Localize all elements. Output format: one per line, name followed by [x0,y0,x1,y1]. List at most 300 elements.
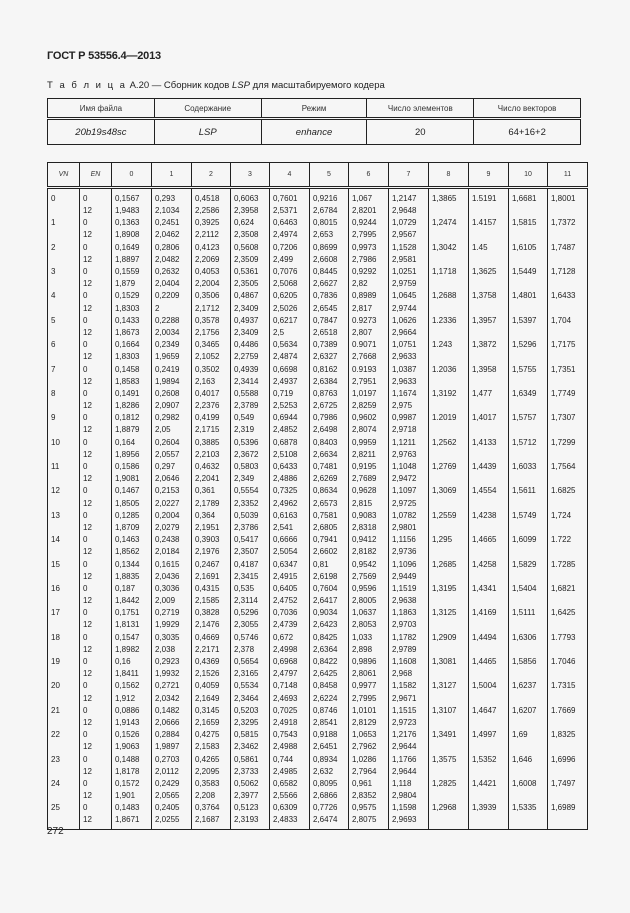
value-cell: 2,6805 [310,522,349,534]
vn-cell: 11 [48,461,80,473]
vn-cell: 15 [48,558,80,570]
value-cell: 2,0565 [152,790,192,802]
value-cell: 0,8989 [349,290,389,302]
vn-cell: 10 [48,437,80,449]
value-cell [429,619,469,631]
vn-cell [48,205,80,217]
value-cell: 2,1526 [192,668,231,680]
value-cell [548,327,588,339]
value-cell: 1,5111 [509,607,548,619]
value-cell: 1,9894 [152,376,192,388]
value-cell: 0,9188 [310,729,349,741]
value-cell: 1,7307 [548,412,588,424]
table-row [48,339,588,351]
value-cell: 1,0751 [389,339,429,351]
value-cell: 0,9575 [349,802,389,814]
value-cell [429,205,469,217]
value-cell: 2,8074 [349,424,389,436]
value-cell [429,449,469,461]
value-cell [469,376,509,388]
value-cell: 2,2759 [231,351,270,363]
value-cell: 0,8162 [310,363,349,375]
en-cell: 0 [80,534,112,546]
en-cell: 12 [80,814,112,830]
value-cell: 2,1976 [192,546,231,558]
table-row [48,217,588,229]
value-cell: 2,8129 [349,717,389,729]
value-cell: 0,5039 [231,510,270,522]
value-cell: 2,8352 [349,790,389,802]
value-cell: 2,653 [310,229,349,241]
value-cell: 1,067 [349,188,389,206]
value-cell: 0,8425 [310,632,349,644]
value-cell: 0,4518 [192,188,231,206]
value-cell: 2,3672 [231,449,270,461]
value-cell: 1,2685 [429,558,469,570]
value-cell: 1,2825 [429,778,469,790]
value-cell: 1.2036 [429,363,469,375]
value-cell: 1,7299 [548,437,588,449]
vn-cell: 13 [48,510,80,522]
value-cell: 1,1782 [389,632,429,644]
value-cell: 0,6433 [270,461,310,473]
table-row [48,546,588,558]
vn-cell [48,254,80,266]
value-cell: 0,6463 [270,217,310,229]
value-cell: 1,4169 [469,607,509,619]
value-cell: 1,4238 [469,510,509,522]
value-cell: 1,69 [509,729,548,741]
value-cell: 1,6237 [509,680,548,692]
value-cell [429,327,469,339]
value-cell: 0,2209 [152,290,192,302]
info-value-row [48,119,581,145]
value-cell: 0,16 [112,656,152,668]
value-cell: 2,499 [270,254,310,266]
value-cell [469,473,509,485]
value-cell: 2,0255 [152,814,192,830]
value-cell: 1,8131 [112,619,152,631]
document-header: ГОСТ Р 53556.4—2013 [47,50,161,62]
value-cell: 0,8015 [310,217,349,229]
en-cell: 12 [80,351,112,363]
value-cell: 2,6634 [310,449,349,461]
table-row [48,619,588,631]
value-cell: 1,6207 [509,705,548,717]
info-vectors: 64+16+2 [474,119,581,145]
value-cell: 1,5352 [469,753,509,765]
value-cell: 2,4739 [270,619,310,631]
value-cell: 2,9664 [389,327,429,339]
value-cell: 2,9581 [389,254,429,266]
value-cell [469,278,509,290]
table-row [48,485,588,497]
value-cell: 1,9659 [152,351,192,363]
value-cell: 1,5611 [509,485,548,497]
table-row [48,376,588,388]
value-cell: 0,5296 [231,607,270,619]
value-cell: 1,8879 [112,424,152,436]
value-cell: 2,9718 [389,424,429,436]
value-cell: 0,3885 [192,437,231,449]
value-cell: 2,2586 [192,205,231,217]
value-cell: 1,1718 [429,266,469,278]
header-col: 7 [389,163,429,188]
value-cell [548,254,588,266]
value-cell: 1,0626 [389,315,429,327]
value-cell: 1,6306 [509,632,548,644]
value-cell: 1,7497 [548,778,588,790]
value-cell: 2,5566 [270,790,310,802]
value-cell: 2,9801 [389,522,429,534]
value-cell: 0,364 [192,510,231,522]
value-cell: 1,0637 [349,607,389,619]
value-cell: 2,349 [231,473,270,485]
en-cell: 0 [80,315,112,327]
value-cell [469,790,509,802]
value-cell: 0,1649 [112,242,152,254]
value-cell: 0,7726 [310,802,349,814]
value-cell [548,351,588,363]
value-cell [429,424,469,436]
table-row [48,461,588,473]
value-cell: 0,744 [270,753,310,765]
value-cell: 2,1687 [192,814,231,830]
value-cell: 0,7148 [270,680,310,692]
value-cell: 0,5803 [231,461,270,473]
value-cell: 2,3114 [231,595,270,607]
table-row [48,363,588,375]
value-cell: 0,2632 [152,266,192,278]
value-cell: 2,6224 [310,693,349,705]
value-cell: 1,1863 [389,607,429,619]
value-cell: 1,0387 [389,363,429,375]
value-cell: 1,8442 [112,595,152,607]
vn-cell: 3 [48,266,80,278]
table-row [48,266,588,278]
value-cell: 1,5829 [509,558,548,570]
vn-cell [48,571,80,583]
value-cell [469,766,509,778]
value-cell [469,644,509,656]
value-cell: 0,9977 [349,680,389,692]
value-cell: 0,9412 [349,534,389,546]
value-cell: 1,9081 [112,473,152,485]
value-cell: 0,6309 [270,802,310,814]
value-cell: 2,9763 [389,449,429,461]
value-cell: 1,3491 [429,729,469,741]
en-cell: 12 [80,449,112,461]
vn-cell: 1 [48,217,80,229]
value-cell: 1,3195 [429,583,469,595]
vn-cell [48,595,80,607]
value-cell: 1,2562 [429,437,469,449]
value-cell [429,693,469,705]
en-cell: 0 [80,363,112,375]
value-cell [469,814,509,830]
table-row [48,680,588,692]
table-row [48,644,588,656]
value-cell: 1,6008 [509,778,548,790]
value-cell: 0,3035 [152,632,192,644]
value-cell: 0,3465 [192,339,231,351]
vn-cell [48,498,80,510]
value-cell: 2,9449 [389,571,429,583]
value-cell [429,303,469,315]
value-cell: 0,8934 [310,753,349,765]
value-cell [548,400,588,412]
value-cell: 2,8005 [349,595,389,607]
vn-cell [48,644,80,656]
value-cell: 0,6944 [270,412,310,424]
value-cell: 2,4693 [270,693,310,705]
value-cell [469,717,509,729]
value-cell: 1,6033 [509,461,548,473]
value-cell: 0,8634 [310,485,349,497]
en-cell: 0 [80,242,112,254]
value-cell [509,814,548,830]
value-cell: 1,879 [112,278,152,290]
vn-cell [48,741,80,753]
value-cell [469,327,509,339]
value-cell: 1,1211 [389,437,429,449]
value-cell: 2,7986 [349,254,389,266]
value-cell: 1,6433 [548,290,588,302]
value-cell [548,473,588,485]
value-cell: 0,4265 [192,753,231,765]
value-cell [548,790,588,802]
value-cell: 2,3295 [231,717,270,729]
value-cell: 0,4669 [192,632,231,644]
info-header-vectors: Число векторов [474,99,581,119]
value-cell: 0.9273 [349,315,389,327]
value-cell [509,766,548,778]
en-cell: 12 [80,644,112,656]
info-header-elements: Число элементов [367,99,474,119]
value-cell: 0,1463 [112,534,152,546]
value-cell: 0,2982 [152,412,192,424]
value-cell: 2,8201 [349,205,389,217]
value-cell: 2,3789 [231,400,270,412]
value-cell: 0,5815 [231,729,270,741]
value-cell [509,278,548,290]
value-cell [509,303,548,315]
value-cell: 2,9648 [389,205,429,217]
value-cell: 0,7076 [270,266,310,278]
value-cell: 2,0907 [152,400,192,412]
value-cell: 0,5634 [270,339,310,351]
value-cell: 0,5861 [231,753,270,765]
value-cell: 1,8562 [112,546,152,558]
table-row [48,534,588,546]
value-cell [509,741,548,753]
value-cell: 1,5815 [509,217,548,229]
value-cell [509,717,548,729]
table-row [48,607,588,619]
value-cell: 1,6996 [548,753,588,765]
header-col: 1 [152,163,192,188]
value-cell: 2,2004 [192,278,231,290]
value-cell: 2,4985 [270,766,310,778]
value-cell: 2,9759 [389,278,429,290]
value-cell: 2,2171 [192,644,231,656]
value-cell: 1,8303 [112,303,152,315]
value-cell: 2,1715 [192,424,231,436]
value-cell: 0,1664 [112,339,152,351]
value-cell [429,644,469,656]
value-cell: 1,1156 [389,534,429,546]
value-cell: 0,2884 [152,729,192,741]
value-cell [429,741,469,753]
value-cell [469,205,509,217]
table-row [48,729,588,741]
value-cell: 2,1659 [192,717,231,729]
value-cell: 2,4915 [270,571,310,583]
value-cell [509,424,548,436]
value-cell [469,351,509,363]
value-cell: 1,477 [469,388,509,400]
value-cell: 1,1766 [389,753,429,765]
value-cell: 1,6681 [509,188,548,206]
value-cell: 1,6099 [509,534,548,546]
en-cell: 12 [80,303,112,315]
value-cell: 1,3939 [469,802,509,814]
value-cell: 1,646 [509,753,548,765]
value-cell: 1,9063 [112,741,152,753]
table-row [48,668,588,680]
value-cell: 0,3502 [192,363,231,375]
vn-cell [48,766,80,778]
value-cell: 0,2703 [152,753,192,765]
value-cell: 2,163 [192,376,231,388]
en-cell: 0 [80,412,112,424]
value-cell: 1,1515 [389,705,429,717]
value-cell: 1,7749 [548,388,588,400]
value-cell: 0,1344 [112,558,152,570]
table-row [48,693,588,705]
value-cell: 2,7689 [349,473,389,485]
value-cell: 0,2438 [152,534,192,546]
value-cell: 0,4053 [192,266,231,278]
value-cell [429,229,469,241]
value-cell: 2,6784 [310,205,349,217]
value-cell: 2,1756 [192,327,231,339]
value-cell [509,473,548,485]
vn-cell [48,522,80,534]
value-cell: 1,295 [429,534,469,546]
value-cell: 2,6198 [310,571,349,583]
value-cell: 0,2429 [152,778,192,790]
value-cell: 2,3415 [231,571,270,583]
vn-cell: 22 [48,729,80,741]
value-cell: 2,6384 [310,376,349,388]
value-cell: 1,5335 [509,802,548,814]
value-cell: 2,6425 [310,668,349,680]
en-cell: 0 [80,485,112,497]
value-cell: 2,8053 [349,619,389,631]
value-cell: 1,1097 [389,485,429,497]
value-cell [548,717,588,729]
table-row [48,229,588,241]
value-cell: 0,5554 [231,485,270,497]
header-en: EN [80,163,112,188]
value-cell: 0,6163 [270,510,310,522]
value-cell: 2,5108 [270,449,310,461]
value-cell: 2,9703 [389,619,429,631]
value-cell: 0,9596 [349,583,389,595]
value-cell: 2,7995 [349,229,389,241]
value-cell: 2,2376 [192,400,231,412]
value-cell: 0,9542 [349,558,389,570]
en-cell: 12 [80,766,112,778]
value-cell [429,376,469,388]
value-cell [509,619,548,631]
value-cell: 1,3575 [429,753,469,765]
value-cell: 0,4867 [231,290,270,302]
value-cell: 2,3409 [231,303,270,315]
value-cell: 0,7601 [270,188,310,206]
vn-cell [48,278,80,290]
value-cell: 2,4918 [270,717,310,729]
value-cell: 2,4937 [270,376,310,388]
value-cell: 1,0645 [389,290,429,302]
value-cell [429,351,469,363]
value-cell: 0,6063 [231,188,270,206]
value-cell: 2,3507 [231,546,270,558]
vn-cell: 7 [48,363,80,375]
value-cell: 1,9143 [112,717,152,729]
value-cell: 1,6425 [548,607,588,619]
value-cell: 2,3352 [231,498,270,510]
value-cell: 1,4465 [469,656,509,668]
value-cell: 2,3505 [231,278,270,290]
en-cell: 12 [80,595,112,607]
value-cell: 2,8259 [349,400,389,412]
value-cell: 0,4939 [231,363,270,375]
value-cell: 2,4797 [270,668,310,680]
value-cell [469,546,509,558]
value-cell: 1,2769 [429,461,469,473]
value-cell: 1,4421 [469,778,509,790]
en-cell: 0 [80,583,112,595]
value-cell: 0,9973 [349,242,389,254]
value-cell: 2,1951 [192,522,231,534]
value-cell: 0,4199 [192,412,231,424]
value-cell [429,498,469,510]
table-row [48,303,588,315]
table-row [48,717,588,729]
caption-number: А.20 — [129,80,162,91]
value-cell: 1,8505 [112,498,152,510]
value-cell: 1,1608 [389,656,429,668]
table-row [48,571,588,583]
en-cell: 12 [80,619,112,631]
value-cell: 0,8458 [310,680,349,692]
value-cell: 2,3462 [231,741,270,753]
value-cell: 2,0184 [152,546,192,558]
value-cell: 1,7372 [548,217,588,229]
value-cell: 1,1674 [389,388,429,400]
value-cell [429,546,469,558]
value-cell: 1,118 [389,778,429,790]
en-cell: 12 [80,327,112,339]
value-cell: 2,6518 [310,327,349,339]
value-cell: 0,2451 [152,217,192,229]
vn-cell [48,327,80,339]
value-cell: 2,9638 [389,595,429,607]
header-col: 3 [231,163,270,188]
table-row [48,351,588,363]
